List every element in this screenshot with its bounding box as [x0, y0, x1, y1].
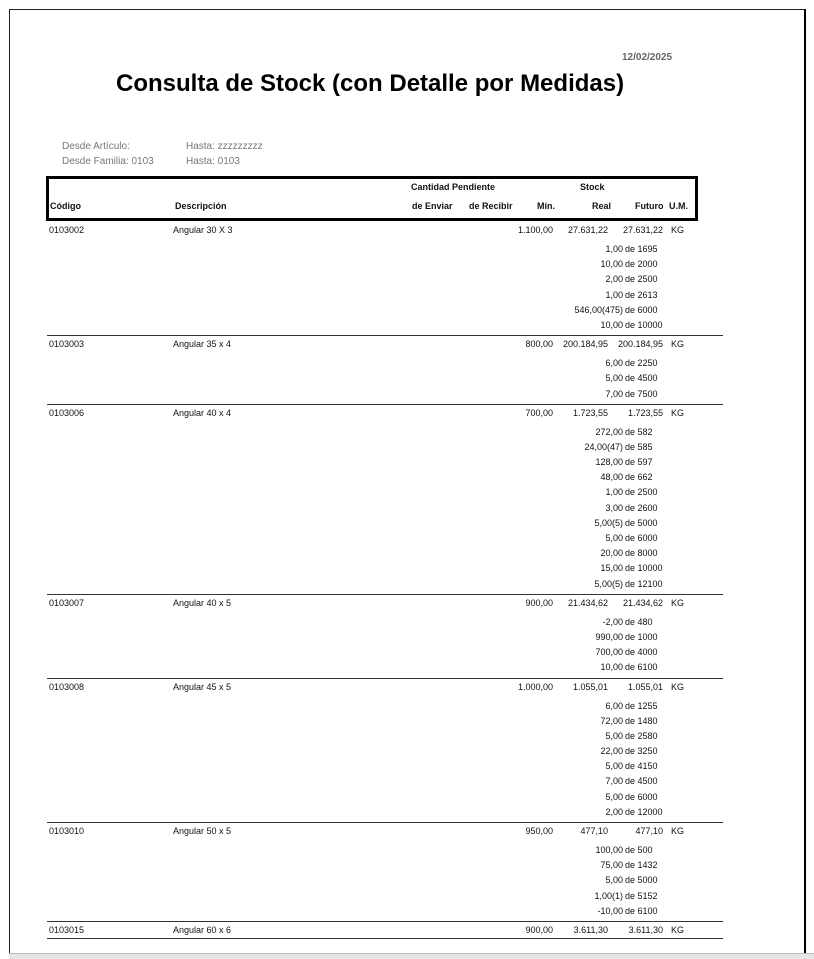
- measure-quantity: 5,00: [605, 761, 623, 772]
- measure-quantity: 6,00: [605, 358, 623, 369]
- header-descripcion: Descripción: [175, 201, 227, 211]
- measure-size: de 4000: [625, 647, 658, 658]
- item-min: 1.000,00: [517, 681, 553, 692]
- measure-size: de 5152: [625, 890, 658, 901]
- item-description: Angular 30 X 3: [173, 225, 233, 235]
- measure-detail-row: [47, 470, 723, 485]
- item-um: KG: [671, 924, 685, 935]
- stock-item-main-line: [47, 823, 723, 839]
- measure-detail-row: [47, 531, 723, 546]
- measure-quantity: 1,00: [605, 289, 623, 300]
- measure-detail-row: [47, 387, 723, 402]
- item-stock-futuro: 21.434,62: [622, 597, 663, 608]
- measure-quantity: 990,00: [595, 631, 623, 642]
- measure-size: de 12100: [625, 578, 663, 589]
- measure-detail-row: [47, 485, 723, 500]
- measure-detail-row: [47, 843, 723, 858]
- measure-size: de 2613: [625, 289, 658, 300]
- measure-quantity: 1,00: [605, 244, 623, 254]
- measure-quantity: 1,00(1): [594, 890, 623, 901]
- item-stock-real: 21.434,62: [567, 597, 608, 608]
- item-description: Angular 45 x 5: [173, 681, 232, 692]
- measure-detail-row: [47, 873, 723, 888]
- measure-detail-row: [47, 561, 723, 576]
- filter-to-familia: Hasta: 0103: [186, 156, 240, 167]
- item-description: Angular 40 x 4: [173, 407, 232, 418]
- item-stock-futuro: 3.611,30: [628, 924, 663, 935]
- measure-quantity: 2,00: [605, 274, 623, 285]
- item-um: KG: [671, 339, 685, 350]
- page-bottom-edge: [9, 953, 814, 959]
- header-de-enviar: de Enviar: [412, 201, 453, 211]
- item-code: 0103008: [49, 681, 85, 692]
- item-stock-futuro: 200.184,95: [617, 339, 663, 350]
- measure-detail-row: [47, 303, 723, 318]
- measure-detail-row: [47, 356, 723, 371]
- measure-size: de 1000: [625, 631, 658, 642]
- measure-detail-row: [47, 805, 723, 820]
- measure-detail-row: [47, 729, 723, 744]
- measure-quantity: 6,00: [605, 700, 623, 711]
- item-min: 900,00: [525, 597, 553, 608]
- measure-size: de 10000: [625, 563, 663, 574]
- measure-quantity: 5,00: [605, 875, 623, 886]
- item-stock-real: 477,10: [580, 826, 608, 836]
- measure-details: [47, 238, 723, 335]
- stock-item-main-line: [47, 336, 723, 352]
- item-code: 0103007: [49, 597, 85, 608]
- header-de-recibir: de Recibir: [469, 201, 513, 211]
- measure-detail-row: [47, 790, 723, 805]
- measure-detail-row: [47, 501, 723, 516]
- measure-size: de 7500: [625, 388, 658, 399]
- item-stock-real: 1.055,01: [572, 681, 608, 692]
- measure-size: de 2500: [625, 487, 658, 498]
- measure-quantity: 5,00: [605, 791, 623, 802]
- measure-quantity: 700,00: [595, 647, 623, 658]
- item-description: Angular 40 x 5: [173, 597, 232, 608]
- measure-detail-row: [47, 858, 723, 873]
- header-um: U.M.: [669, 201, 688, 211]
- measure-size: de 6000: [625, 304, 658, 315]
- measure-size: de 662: [625, 472, 653, 483]
- measure-detail-row: [47, 257, 723, 272]
- stock-item: [47, 922, 723, 939]
- measure-size: de 6000: [625, 791, 658, 802]
- measure-quantity: 1,00: [605, 487, 623, 498]
- measure-details: [47, 611, 723, 678]
- measure-quantity: 128,00: [595, 457, 623, 468]
- item-um: KG: [671, 826, 685, 836]
- measure-detail-row: [47, 904, 723, 919]
- filter-from-articulo: Desde Artículo:: [62, 141, 130, 152]
- measure-details: [47, 352, 723, 404]
- measure-detail-row: [47, 318, 723, 333]
- measure-quantity: 10,00: [600, 319, 623, 330]
- measure-detail-row: [47, 440, 723, 455]
- item-description: Angular 60 x 6: [173, 924, 232, 935]
- item-min: 900,00: [525, 924, 553, 935]
- measure-quantity: 2,00: [605, 806, 623, 817]
- header-futuro: Futuro: [635, 201, 664, 211]
- measure-detail-row: [47, 774, 723, 789]
- measure-detail-row: [47, 714, 723, 729]
- stock-item: [47, 405, 723, 595]
- item-description: Angular 35 x 4: [173, 339, 232, 350]
- measure-quantity: 7,00: [605, 776, 623, 787]
- item-stock-futuro: 27.631,22: [622, 225, 663, 235]
- item-stock-futuro: 1.055,01: [627, 681, 663, 692]
- stock-item: [47, 595, 723, 679]
- item-um: KG: [671, 681, 685, 692]
- measure-detail-row: [47, 288, 723, 303]
- stock-item: [47, 222, 723, 336]
- measure-size: de 2250: [625, 358, 658, 369]
- measure-quantity: 75,00: [600, 860, 623, 871]
- stock-item-main-line: [47, 222, 723, 238]
- report-date: 12/02/2025: [622, 52, 673, 63]
- filter-row-familia: [62, 154, 362, 169]
- measure-size: de 6000: [625, 533, 658, 543]
- measure-size: de 1695: [625, 244, 658, 254]
- measure-size: de 6100: [625, 662, 658, 673]
- measure-quantity: 10,00: [600, 259, 623, 270]
- measure-detail-row: [47, 630, 723, 645]
- measure-quantity: 5,00(5): [594, 517, 623, 528]
- item-stock-real: 1.723,55: [572, 407, 608, 418]
- measure-size: de 480: [625, 616, 653, 627]
- item-min: 1.100,00: [517, 225, 553, 235]
- measure-size: de 2000: [625, 259, 658, 270]
- measure-size: de 12000: [625, 806, 663, 817]
- measure-size: de 6100: [625, 905, 658, 916]
- measure-quantity: 72,00: [600, 715, 623, 726]
- measure-quantity: 22,00: [600, 746, 623, 757]
- item-min: 700,00: [525, 407, 553, 418]
- header-min: Mín.: [537, 201, 555, 211]
- measure-size: de 1480: [625, 715, 658, 726]
- measure-quantity: -10,00: [597, 905, 623, 916]
- item-stock-real: 27.631,22: [567, 225, 608, 235]
- measure-detail-row: [47, 889, 723, 904]
- measure-details: [47, 695, 723, 823]
- measure-quantity: 3,00: [605, 502, 623, 513]
- measure-detail-row: [47, 425, 723, 440]
- measure-size: de 1432: [625, 860, 658, 871]
- item-min: 800,00: [525, 339, 553, 350]
- measure-detail-row: [47, 660, 723, 675]
- filter-row-articulo: [62, 139, 362, 154]
- measure-size: de 1255: [625, 700, 658, 711]
- item-um: KG: [671, 597, 685, 608]
- measure-detail-row: [47, 371, 723, 386]
- item-code: 0103015: [49, 924, 85, 935]
- item-code: 0103006: [49, 407, 85, 418]
- item-min: 950,00: [525, 826, 553, 836]
- measure-quantity: 100,00: [595, 845, 623, 855]
- measure-quantity: 24,00(47): [584, 441, 623, 452]
- item-code: 0103003: [49, 339, 85, 350]
- item-stock-futuro: 477,10: [635, 826, 663, 836]
- measure-size: de 2580: [625, 730, 658, 741]
- stock-item: [47, 679, 723, 824]
- stock-rows: [10, 222, 804, 939]
- stock-item-main-line: [47, 679, 723, 695]
- measure-size: de 3250: [625, 746, 658, 757]
- measure-detail-row: [47, 759, 723, 774]
- measure-detail-row: [47, 242, 723, 257]
- filter-from-familia: Desde Familia: 0103: [62, 156, 154, 167]
- header-codigo: Código: [50, 201, 81, 211]
- measure-quantity: 5,00: [605, 730, 623, 741]
- stock-item: [47, 336, 723, 405]
- measure-size: de 585: [625, 441, 653, 452]
- item-um: KG: [671, 225, 685, 235]
- measure-quantity: -2,00: [602, 616, 623, 627]
- measure-quantity: 7,00: [605, 388, 623, 399]
- measure-details: [47, 839, 723, 921]
- measure-detail-row: [47, 546, 723, 561]
- item-code: 0103010: [49, 826, 85, 836]
- measure-quantity: 546,00(475): [574, 304, 623, 315]
- measure-size: de 2500: [625, 274, 658, 285]
- stock-item-main-line: [47, 405, 723, 421]
- header-real: Real: [592, 201, 612, 211]
- stock-item-main-line: [47, 922, 723, 938]
- item-code: 0103002: [49, 225, 85, 235]
- report-title: Consulta de Stock (con Detalle por Medidas): [116, 70, 625, 97]
- item-description: Angular 50 x 5: [173, 826, 232, 836]
- filter-block: [62, 139, 362, 169]
- table-header: [46, 176, 698, 221]
- measure-quantity: 48,00: [600, 472, 623, 483]
- measure-detail-row: [47, 577, 723, 592]
- measure-size: de 4500: [625, 373, 658, 384]
- measure-quantity: 15,00: [600, 563, 623, 574]
- stock-item: [47, 823, 723, 922]
- measure-detail-row: [47, 744, 723, 759]
- measure-quantity: 5,00: [605, 533, 623, 543]
- stock-item-main-line: [47, 595, 723, 611]
- measure-size: de 8000: [625, 548, 658, 559]
- measure-detail-row: [47, 645, 723, 660]
- filter-to-articulo: Hasta: zzzzzzzzz: [186, 141, 263, 152]
- measure-detail-row: [47, 272, 723, 287]
- measure-details: [47, 421, 723, 594]
- header-stock: Stock: [580, 182, 605, 192]
- measure-detail-row: [47, 455, 723, 470]
- measure-quantity: 5,00(5): [594, 578, 623, 589]
- measure-quantity: 10,00: [600, 662, 623, 673]
- item-stock-futuro: 1.723,55: [627, 407, 663, 418]
- measure-detail-row: [47, 516, 723, 531]
- item-stock-real: 200.184,95: [562, 339, 608, 350]
- measure-size: de 5000: [625, 875, 658, 886]
- measure-size: de 5000: [625, 517, 658, 528]
- measure-size: de 4500: [625, 776, 658, 787]
- measure-detail-row: [47, 699, 723, 714]
- measure-size: de 4150: [625, 761, 658, 772]
- measure-size: de 500: [625, 845, 653, 855]
- measure-size: de 10000: [625, 319, 663, 330]
- item-um: KG: [671, 407, 685, 418]
- header-cantidad-pendiente: Cantidad Pendiente: [411, 182, 496, 192]
- measure-size: de 2600: [625, 502, 658, 513]
- measure-detail-row: [47, 615, 723, 630]
- measure-size: de 597: [625, 457, 653, 468]
- measure-size: de 582: [625, 426, 653, 437]
- measure-quantity: 5,00: [605, 373, 623, 384]
- measure-quantity: 20,00: [600, 548, 623, 559]
- item-stock-real: 3.611,30: [573, 924, 608, 935]
- report-page: [9, 9, 804, 959]
- measure-quantity: 272,00: [595, 426, 623, 437]
